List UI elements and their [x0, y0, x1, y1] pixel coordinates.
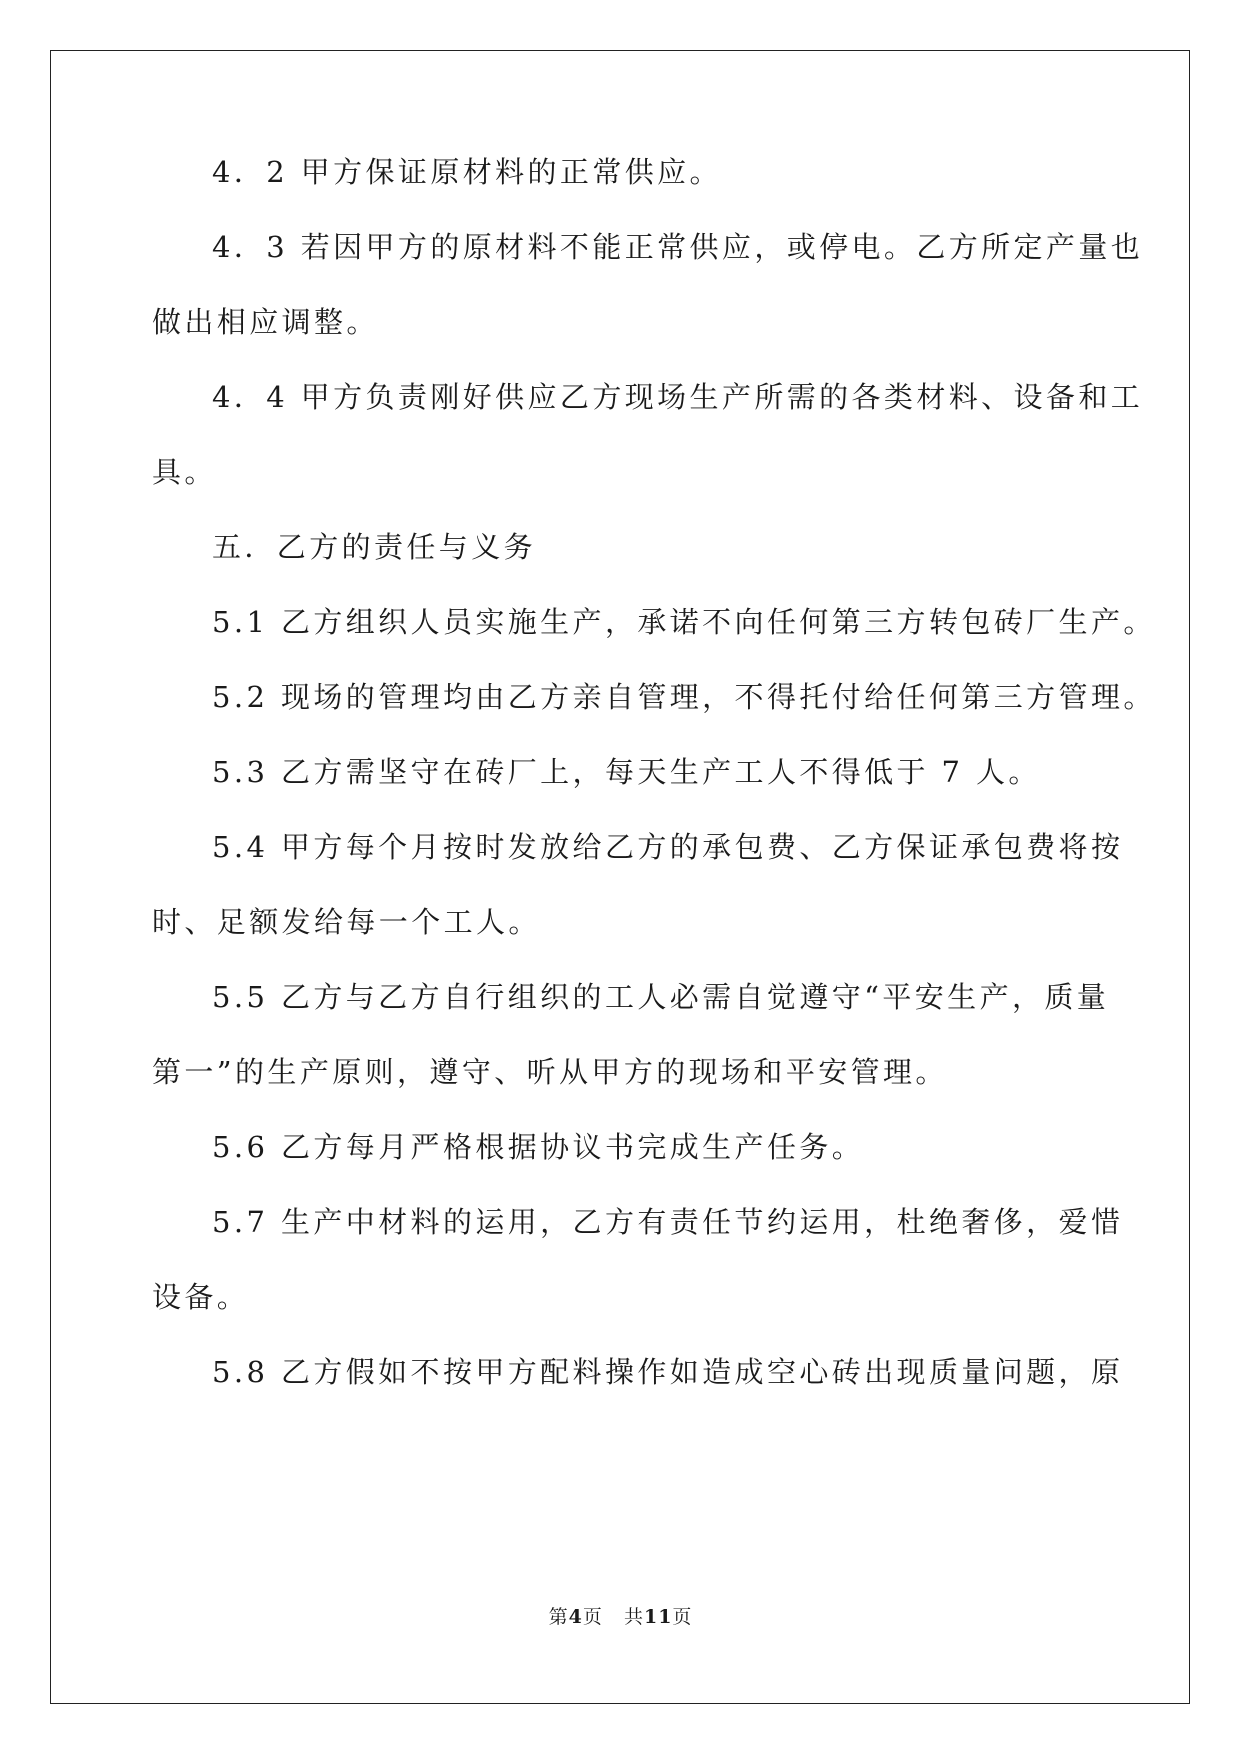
footer-total-suffix: 页 [672, 1606, 693, 1628]
paragraph-line: 5.6 乙方每月严格根据协议书完成生产任务。 [212, 1130, 865, 1164]
footer-page-suffix: 页 [582, 1606, 603, 1628]
paragraph-line: 5.3 乙方需坚守在砖厂上，每天生产工人不得低于 7 人。 [212, 755, 1041, 789]
current-page-number: 4 [568, 1606, 583, 1628]
paragraph-line: 5.4 甲方每个月按时发放给乙方的承包费、乙方保证承包费将按 [212, 830, 1124, 864]
page-footer [0, 1602, 1241, 1629]
paragraph-line: 5.2 现场的管理均由乙方亲自管理，不得托付给任何第三方管理。 [212, 680, 1156, 714]
paragraph-line: 设备。 [152, 1280, 250, 1314]
total-pages-number: 11 [643, 1606, 673, 1628]
paragraph-line: 5.7 生产中材料的运用，乙方有责任节约运用，杜绝奢侈，爱惜 [212, 1205, 1124, 1239]
paragraph-line: 4．3 若因甲方的原材料不能正常供应，或停电。乙方所定产量也 [212, 230, 1144, 264]
paragraph-line: 5.1 乙方组织人员实施生产，承诺不向任何第三方转包砖厂生产。 [212, 605, 1156, 639]
footer-prefix: 第 [548, 1606, 569, 1628]
paragraph-line: 5.8 乙方假如不按甲方配料操作如造成空心砖出现质量问题，原 [212, 1355, 1124, 1389]
footer-total-prefix: 共 [623, 1606, 644, 1628]
paragraph-line: 做出相应调整。 [152, 305, 379, 339]
paragraph-line: 时、足额发给每一个工人。 [152, 905, 541, 939]
section-heading: 五．乙方的责任与义务 [212, 530, 537, 564]
paragraph-line: 4．2 甲方保证原材料的正常供应。 [212, 155, 722, 189]
paragraph-line: 4．4 甲方负责刚好供应乙方现场生产所需的各类材料、设备和工 [212, 380, 1144, 414]
page-border [50, 50, 1190, 1704]
paragraph-line: 5.5 乙方与乙方自行组织的工人必需自觉遵守“平安生产，质量 [212, 980, 1110, 1014]
paragraph-line: 第一”的生产原则，遵守、听从甲方的现场和平安管理。 [152, 1055, 948, 1089]
paragraph-line: 具。 [152, 455, 217, 489]
